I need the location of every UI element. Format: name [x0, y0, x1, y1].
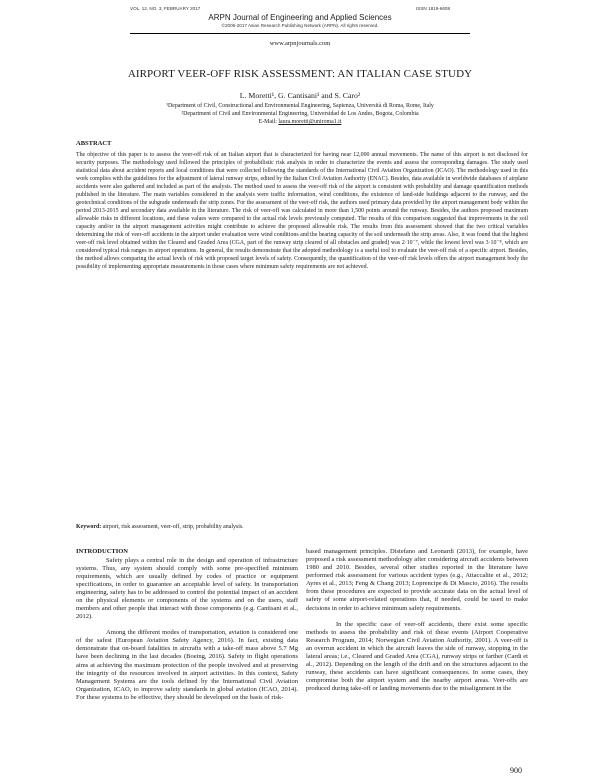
paragraph: based management principles. Distefano and Leonardi (2013), for example, have proposed a risk assessment methodology after considering aircraft accidents between 1980 and 2010. Besides, several other studies reported in the literature have performed risk assessment for various accident types (e.g., Attaccalite et al., 2012; Ayres et al., 2013; Feng & Chang 2013; Loprencipe & Di Mascio, 2016). The results from these procedures are expected to provide accurate data on the actual level of safety of some airport-related operations that, if needed, could be used to make decisions in order to achieve minimum safety requirements. — [306, 548, 528, 612]
issn: ISSN 1819-6608 — [416, 6, 450, 11]
keywords — [76, 524, 528, 530]
email-link[interactable]: laura.moretti@uniroma1.it — [278, 119, 342, 125]
authors: L. Moretti¹, G. Cantisani¹ and S. Caro² — [239, 91, 361, 100]
email-label: E-Mail: — [258, 119, 279, 125]
journal-url[interactable]: www.arpnjournals.com — [269, 40, 331, 47]
email-line — [0, 119, 600, 125]
intro-heading: INTRODUCTION — [76, 548, 129, 555]
paragraph: Among the different modes of transportation, aviation is considered one of the safest (European Aviation Safety Agency, 2016). In fact, existing data demonstrate that on-board fatalities in aircrafts with a take-off mass above 5.7 Mg have been declining in the last decades (Boeing, 2016). Safety in flight operations aims at achieving the maximum protection of the people involved and at preserving the integrity of the resources involved in airport activities. In this context, Safety Management Systems are the tools defined by the International Civil Aviation Organization, ICAO, to improve safety standards in global aviation (ICAO, 2014). For these systems to be effective, they should be developed on the basis of risk- — [76, 629, 298, 701]
keywords-label: Keyword: — [76, 524, 102, 530]
header-divider — [130, 33, 470, 34]
affiliation-1: ¹Department of Civil, Constructional and Environmental Engineering, Sapienza, Università di Roma, Rome, Italy — [166, 103, 434, 109]
abstract-heading: ABSTRACT — [76, 140, 112, 147]
paragraph: In the specific case of veer-off accidents, there exist some specific methods to assess the probability and risk of these events (Airport Cooperative Research Program, 2014; Norwegian Civil Aviation Authority, 2001). A veer-off is an overrun accident in which the aircraft leaves the side of runway, stopping in the lateral areas; i.e., Cleared and Graded Area (CGA), runway strips or farther (Cardi et al., 2012). Depending on the length of the drift and on the structures adjacent to the runway, these accidents can have significant consequences. In some cases, they compromise both the airport system and the nearby airport areas. Veer-offs are produced during take-off or landing movements due to the misalignment in the — [306, 620, 528, 693]
keywords-list: airport, risk assessment, veer-off, strip, probability analysis. — [101, 524, 244, 530]
journal-name: ARPN Journal of Engineering and Applied Sciences — [208, 13, 392, 22]
paragraph: Safety plays a central role in the design and operation of infrastructure systems. Thus, any system should comply with some pre-specified minimum requirements, which are usually defined by codes of practice or equipment specifications, in order to guarantee an acceptable level of safety. In transportation engineering, safety has to be addressed to control the potential impact of an accident on the physical elements or components of the systems and on the users, staff members and other people that interact with those components (e.g. Cantisani et al., 2012). — [76, 556, 298, 621]
affiliation-2: ²Department of Civil and Environmental Engineering, Universidad de Los Andes, Bogota, Colombia — [181, 111, 419, 117]
abstract-text: The objective of this paper is to assess the veer-off risk of an Italian airport that is characterized for having near 12,000 annual movements. The name of this airport is not disclosed for security purposes. The methodology used followed the principles of probabilistic risk analysis in order to characterize the events and assess the corresponding damages. The study used statistical data about accident reports and local conditions that were collected following the standards of the International Civil Aviation Organization (ICAO). The methodology used in this work complies with the guidelines for the adjustment of lateral runway strips, edited by the Italian Civil Aviation Authority (ENAC). Besides, data available in worldwide databases of airplane accidents were also gathered and included as part of the analysis. The method used to assess the veer-off risk of the airport is consistent with probability and damage quantification methods published in the literature. The main variables considered in the analysis were traffic information, wind conditions, the existence of land-side buildings adjacent to the runway, and the geotechnical conditions of the subgrade underneath the strip zones. For the assessment of the veer-off risk, the authors used primary data provided by the airport management body within the period 2013-2015 and secondary data available in the literature. The risk of veer-off was calculated in more than 1,500 points around the runway. Besides, the authors proposed maximum allowable risks in different locations, and these values were compared to the actual risk levels previously computed. The results of this comparison suggested that improvements in the soil capacity and/or in the airport management activities might contribute to achieve the proposed allowable risk. The results from this assessment showed that the two critical variables determining the risk of veer-off accidents in the airport under evaluation were wind conditions and the bearing capacity of the soil underneath the strip areas. Also, it was found that the highest veer-off risk level obtained within the Cleared and Graded Area (CGA, part of the runway strip cleared of all obstacles and graded) was 2·10⁻⁷, while the lowest level was 3·10⁻⁸, which are considered typical risk ranges in airport operations. In general, the results demonstrate that the adopted methodology is a useful tool to evaluate the veer-off risk of a specific airport. Besides, the method allows comparing the actual levels of risk with proposed target levels of safety. Consequently, the quantification of the veer-off risk levels offers the airport management body the possibility of implementing appropriate measurements in those cases where minimum safety requirements are not achieved. — [76, 152, 528, 271]
volume-line: VOL. 12, NO. 3, FEBRUARY 2017 — [130, 6, 201, 11]
paper-title: AIRPORT VEER-OFF RISK ASSESSMENT: AN ITALIAN CASE STUDY — [127, 68, 473, 80]
copyright-line: ©2006-2017 Asian Research Publishing Network (ARPN). All rights reserved. — [221, 23, 379, 28]
page-number: 900 — [510, 766, 522, 775]
right-column — [306, 548, 528, 693]
running-header — [130, 6, 450, 11]
left-column — [76, 548, 298, 702]
